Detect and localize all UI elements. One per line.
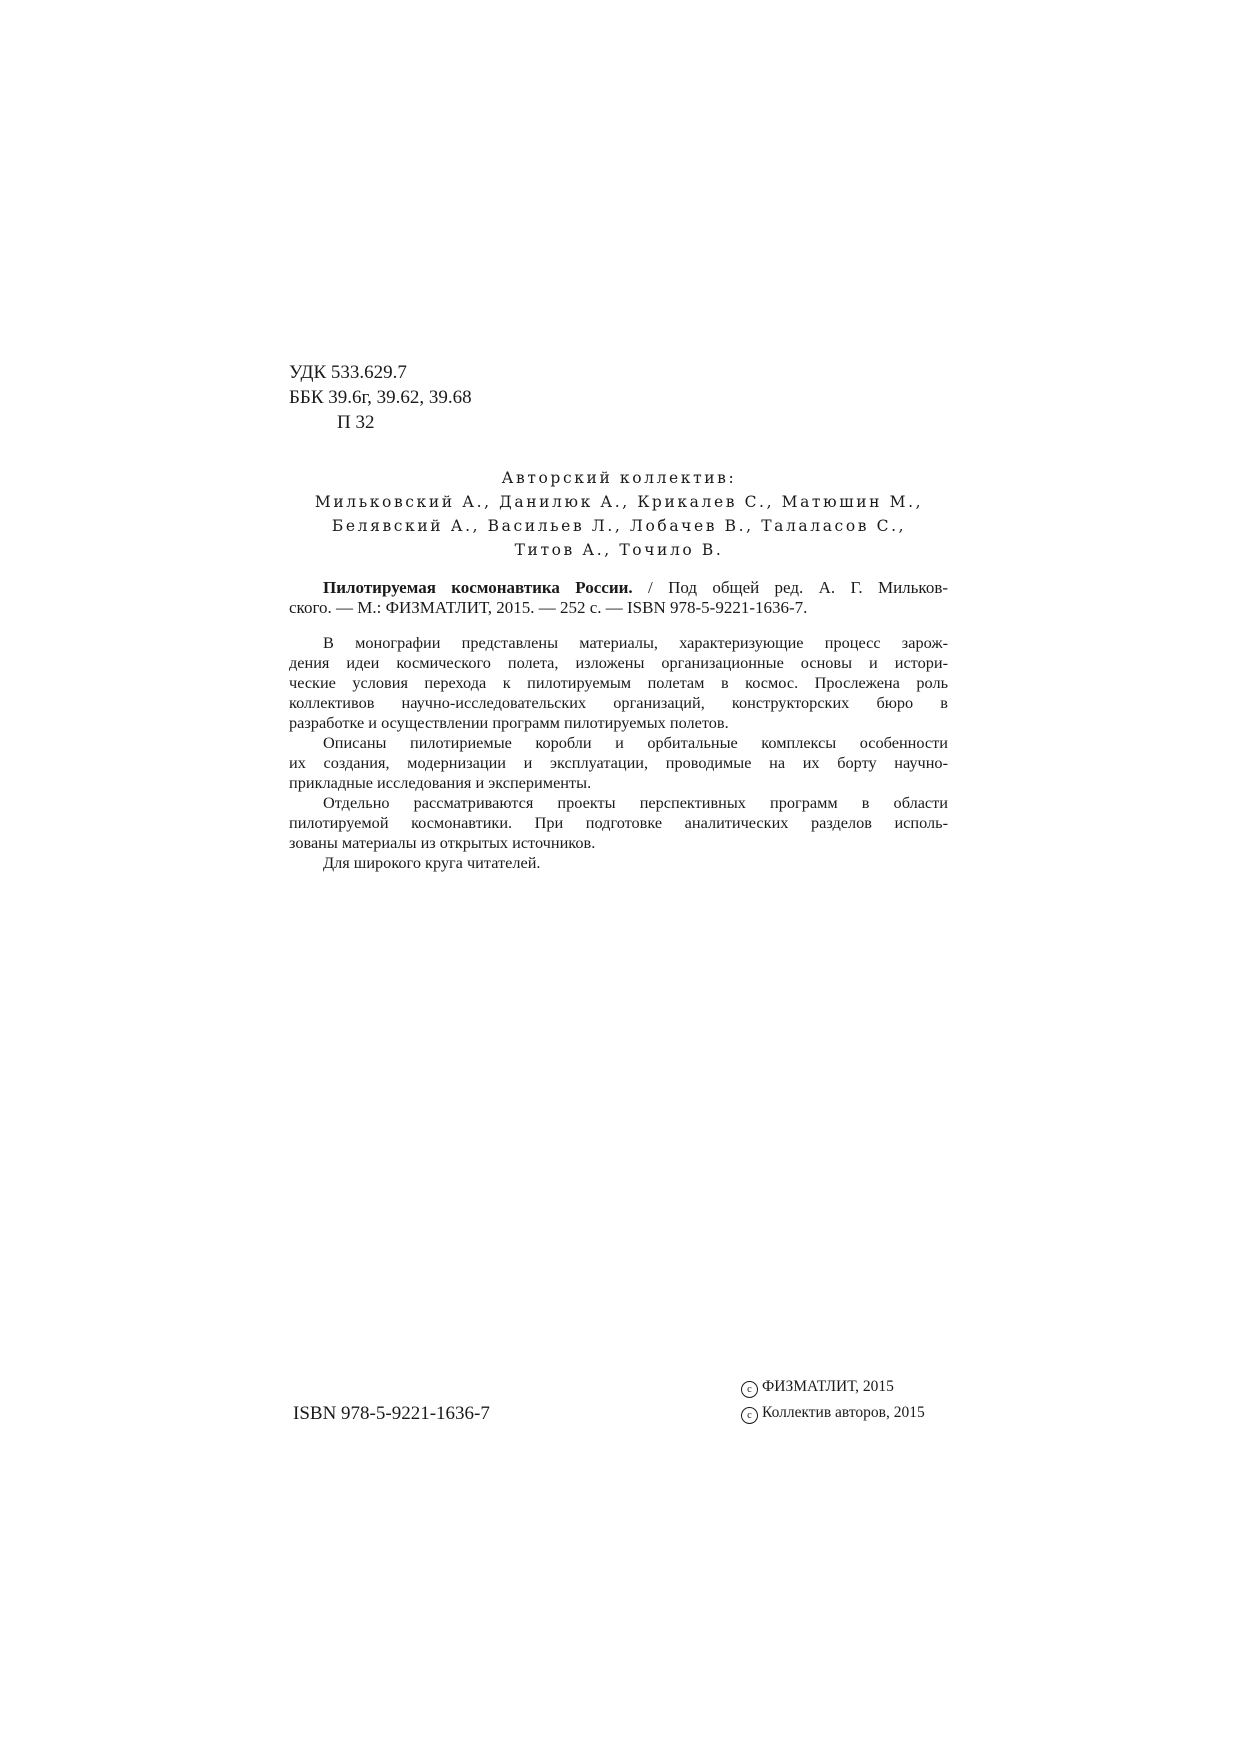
author-sign: П 32 [337,412,375,433]
annotation-line: зованы материалы из открытых источников. [289,833,596,852]
annotation-line: коллективов научно-исследовательских организаций, конструкторских бюро в [289,693,948,712]
bibliographic-citation [289,578,948,618]
isbn-number: ISBN 978-5-9221-1636-7 [293,1403,490,1424]
annotation-line: их создания, модернизации и эксплуатации, проводимые на их борту научно- [289,753,948,772]
copyright-line [741,1400,925,1426]
authors-line: Белявский А., Васильев Л., Лобачев В., Талаласов С., [331,517,907,535]
annotation-line: дения идеи космического полета, изложены организационные основы и истори- [289,653,948,672]
annotation-line: пилотируемой космонавтики. При подготовке аналитических разделов исполь- [289,813,948,832]
citation-line [289,578,948,598]
copyright-icon: c [741,1407,758,1424]
citation-line: ского. — М.: ФИЗМАТЛИТ, 2015. — 252 с. — ISBN 978-5-9221-1636-7. [289,598,808,617]
annotation-line: В монографии представлены материалы, характеризующие процесс зарож- [323,633,948,652]
copyright-holder: ФИЗМАТЛИТ, 2015 [762,1378,894,1395]
classification-block [289,360,472,435]
annotation-block [289,633,948,873]
annotation-line: разработке и осуществлении программ пилотируемых полетов. [289,713,729,732]
authors-line: Титов А., Точило В. [514,541,724,559]
authors-block [289,466,949,562]
annotation-line: Отдельно рассматриваются проекты перспективных программ в области [323,793,948,812]
book-title: Пилотируемая космонавтика России. [323,578,633,597]
udk-code: УДК 533.629.7 [289,362,407,383]
copyright-holder: Коллектив авторов, 2015 [762,1404,925,1421]
annotation-line: Для широкого круга читателей. [323,853,541,872]
annotation-line: прикладные исследования и эксперименты. [289,773,592,792]
copyright-line [741,1374,925,1400]
bbk-code: ББК 39.6г, 39.62, 39.68 [289,387,472,408]
copyright-icon: c [741,1381,758,1398]
annotation-line: ческие условия перехода к пилотируемым полетам в космос. Прослежена роль [289,673,948,692]
annotation-line: Описаны пилотириемые коробли и орбитальные комплексы особенности [323,733,948,752]
authors-heading: Авторский коллектив: [501,469,737,487]
authors-line: Мильковский А., Данилюк А., Крикалев С., Матюшин М., [314,493,924,511]
citation-editor: / Под общей ред. А. Г. Мильков- [632,578,949,597]
copyright-block [741,1374,925,1426]
